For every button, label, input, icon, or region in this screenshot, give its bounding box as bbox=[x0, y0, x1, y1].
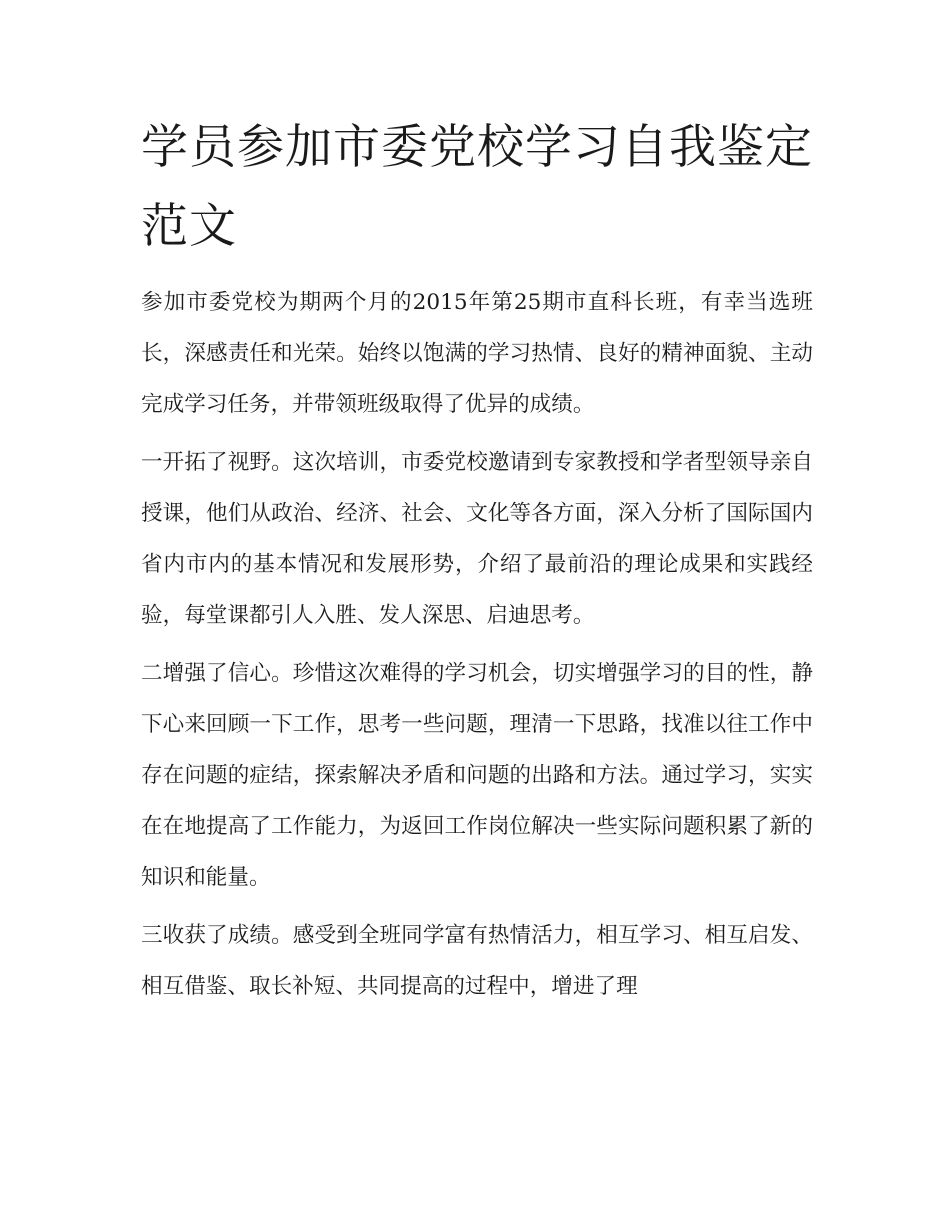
document-title: 学员参加市委党校学习自我鉴定范文 bbox=[141, 120, 813, 254]
paragraph-point-two: 二增强了信心。珍惜这次难得的学习机会，切实增强学习的目的性，静下心来回顾一下工作，思考一些问题，理清一下思路，找准以往工作中存在问题的症结，探索解决矛盾和问题的出路和方法。通过学习，实实在在地提高了工作能力，为返回工作岗位解决一些实际问题积累了新的知识和能量。 bbox=[141, 661, 813, 890]
paragraph-point-one: 一开拓了视野。这次培训，市委党校邀请到专家教授和学者型领导亲自授课，他们从政治、经济、社会、文化等各方面，深入分析了国际国内省内市内的基本情况和发展形势，介绍了最前沿的理论成果和实践经验，每堂课都引人入胜、发人深思、启迪思考。 bbox=[141, 450, 813, 628]
paragraph-point-three: 三收获了成绩。感受到全班同学富有热情活力，相互学习、相互启发、相互借鉴、取长补短、共同提高的过程中，增进了理 bbox=[141, 923, 813, 999]
paragraph-intro: 参加市委党校为期两个月的2015年第25期市直科长班，有幸当选班长，深感责任和光荣。始终以饱满的学习热情、良好的精神面貌、主动完成学习任务，并带领班级取得了优异的成绩。 bbox=[141, 290, 813, 417]
document-body bbox=[141, 277, 813, 1019]
